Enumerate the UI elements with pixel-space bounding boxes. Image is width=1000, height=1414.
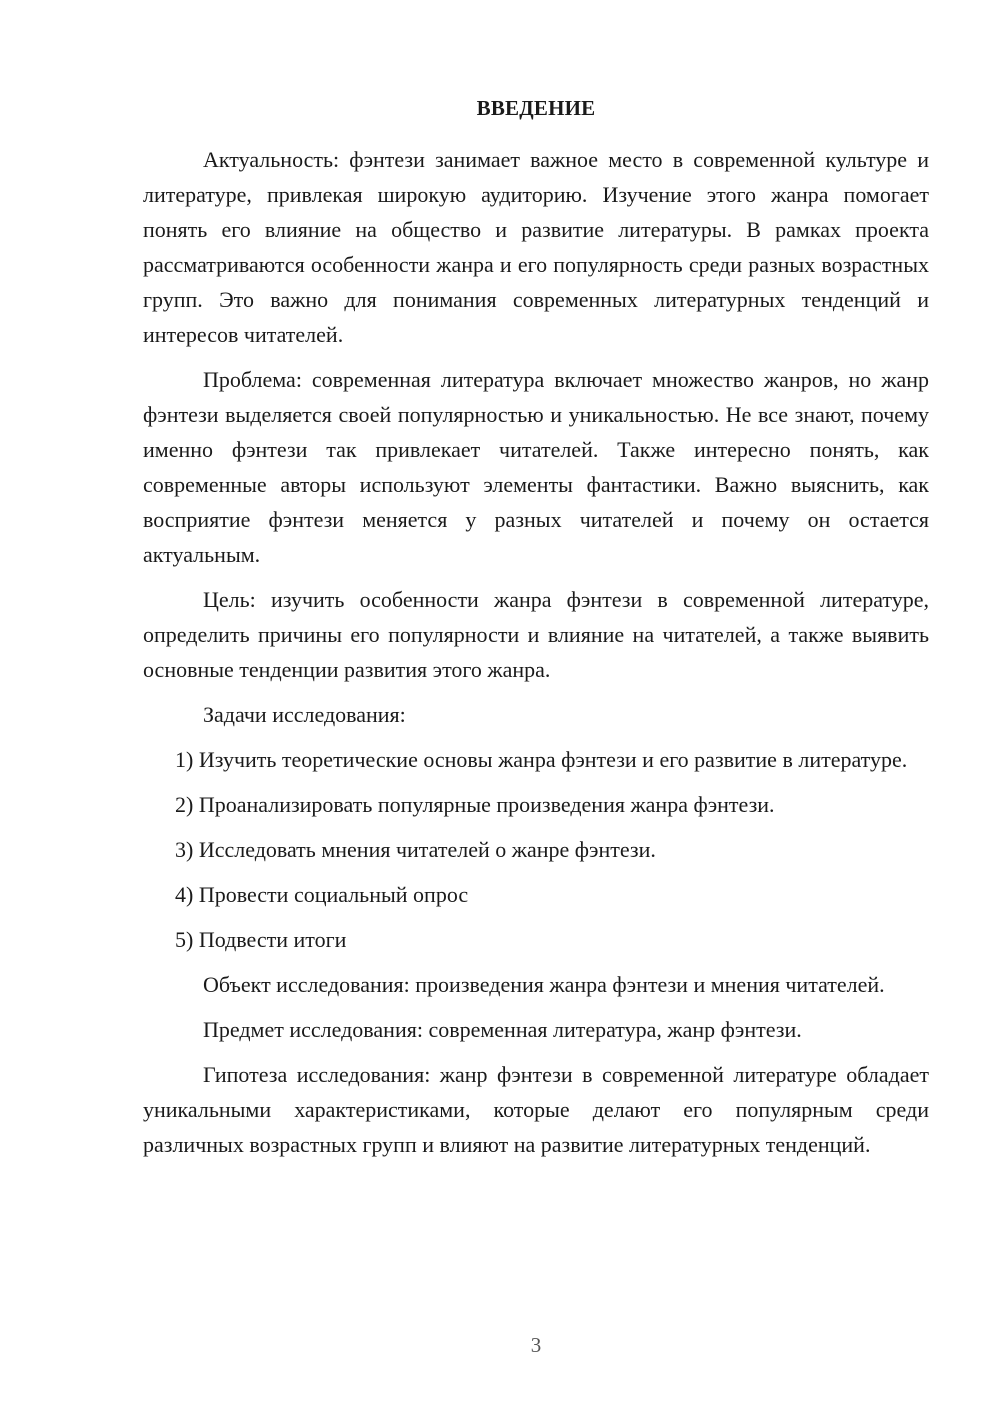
document-body	[143, 142, 929, 1172]
task-item-5: 5) Подвести итоги	[175, 927, 347, 952]
subject-paragraph: Предмет исследования: современная литература, жанр фэнтези.	[203, 1017, 802, 1042]
tasks-heading: Задачи исследования:	[203, 702, 406, 727]
problem-paragraph: Проблема: современная литература включает множество жанров, но жанр фэнтези выделяется своей популярностью и уникальностью. Не все знают, почему именно фэнтези так привлекает читателей. Также интересно понять, как современные авторы используют элементы фантастики. Важно выяснить, как восприятие фэнтези меняется у разных читателей и почему он остается актуальным.	[143, 367, 929, 567]
section-title: ВВЕДЕНИЕ	[476, 96, 596, 120]
task-item-3: 3) Исследовать мнения читателей о жанре фэнтези.	[175, 837, 656, 862]
task-item-4: 4) Провести социальный опрос	[175, 882, 469, 907]
task-item-1: 1) Изучить теоретические основы жанра фэнтези и его развитие в литературе.	[175, 747, 908, 772]
goal-paragraph: Цель: изучить особенности жанра фэнтези в современной литературе, определить причины его популярности и влияние на читателей, а также выявить основные тенденции развития этого жанра.	[143, 587, 929, 682]
task-item-2: 2) Проанализировать популярные произведения жанра фэнтези.	[175, 792, 775, 817]
page-number: 3	[530, 1333, 542, 1357]
object-paragraph: Объект исследования: произведения жанра фэнтези и мнения читателей.	[203, 972, 885, 997]
hypothesis-paragraph: Гипотеза исследования: жанр фэнтези в современной литературе обладает уникальными характеристиками, которые делают его популярным среди различных возрастных групп и влияют на развитие литературных тенденций.	[143, 1062, 929, 1157]
relevance-paragraph: Актуальность: фэнтези занимает важное место в современной культуре и литературе, привлекая широкую аудиторию. Изучение этого жанра помогает понять его влияние на общество и развитие литературы. В рамках проекта рассматриваются особенности жанра и его популярность среди разных возрастных групп. Это важно для понимания современных литературных тенденций и интересов читателей.	[143, 147, 929, 347]
